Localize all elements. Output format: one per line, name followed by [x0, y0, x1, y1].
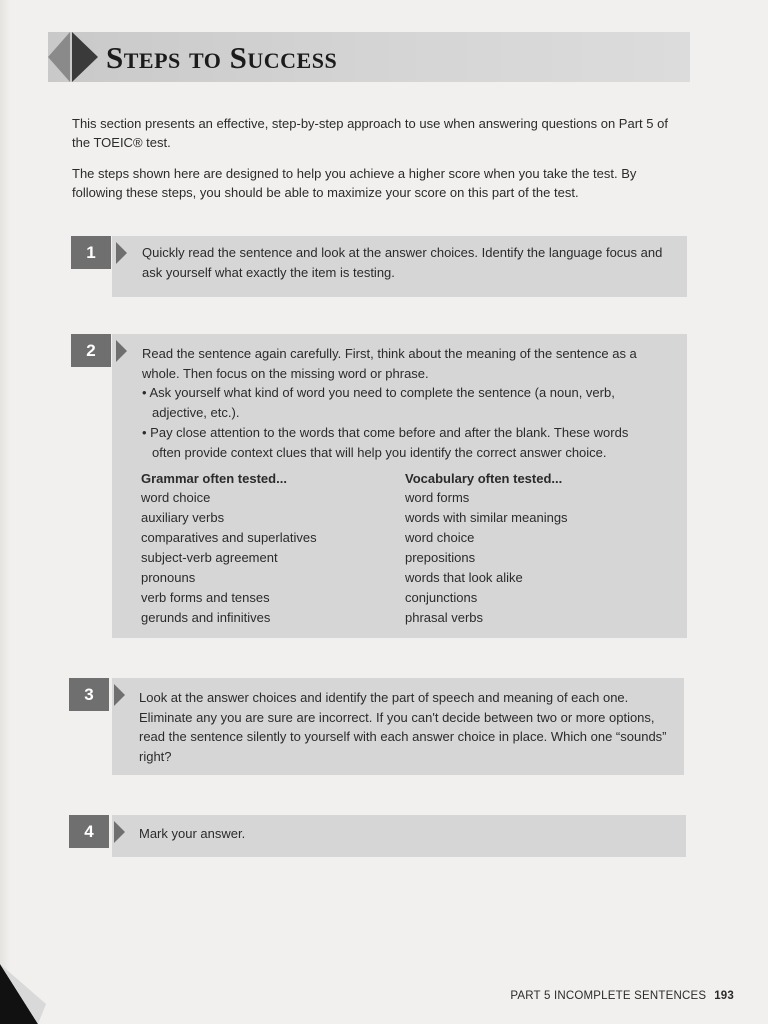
step-1-badge: 1 — [71, 236, 111, 269]
bullet-line: • Ask yourself what kind of word you need to complete the sentence (a noun, verb, — [142, 385, 615, 400]
vocabulary-item: phrasal verbs — [405, 610, 484, 625]
vocabulary-item: conjunctions — [405, 590, 478, 605]
bullet-line: • Pay close attention to the words that come before and after the blank. These words — [142, 425, 629, 440]
page-corner-fold-icon — [0, 964, 60, 1024]
grammar-heading: Grammar often tested... — [141, 471, 287, 486]
intro-paragraph-2: The steps shown here are designed to help you achieve a higher score when you take the test. By following these steps, you should be able to maximize your score on this part of the test. — [72, 166, 637, 200]
step-2-text: Read the sentence again carefully. First, think about the meaning of the sentence as a whole. Then focus on the missing word or phrase. — [142, 346, 637, 381]
grammar-item: comparatives and superlatives — [141, 530, 317, 545]
grammar-item: auxiliary verbs — [141, 510, 225, 525]
step-3-text: Look at the answer choices and identify the part of speech and meaning of each one. Eliminate any you are sure are incorrect. If you can't decide between two or more options, read the sentence silently to yourself with each answer choice in place. Which one “sounds” right? — [139, 690, 667, 764]
vocabulary-item: prepositions — [405, 550, 476, 565]
vocabulary-heading: Vocabulary often tested... — [405, 471, 563, 486]
grammar-list — [141, 488, 391, 628]
step-1-text: Quickly read the sentence and look at the answer choices. Identify the language focus and ask yourself what exactly the item is testing. — [142, 245, 663, 280]
title-arrows-icon — [48, 32, 108, 82]
grammar-item: word choice — [141, 490, 211, 505]
title-bar — [48, 32, 690, 82]
vocabulary-list — [405, 488, 665, 628]
bullet-line-continued: adjective, etc.). — [152, 404, 240, 420]
step-2-badge: 2 — [71, 334, 111, 367]
step-1-arrow-icon — [116, 242, 127, 264]
grammar-item: pronouns — [141, 570, 196, 585]
step-3-arrow-icon — [114, 684, 125, 706]
vocabulary-item: word forms — [405, 490, 470, 505]
vocabulary-item: words with similar meanings — [405, 510, 568, 525]
step-3-badge: 3 — [69, 678, 109, 711]
vocabulary-item: word choice — [405, 530, 475, 545]
grammar-item: gerunds and infinitives — [141, 610, 271, 625]
step-4-arrow-icon — [114, 821, 125, 843]
step-2-bullet-2 — [142, 423, 672, 462]
bullet-line-continued: often provide context clues that will help you identify the correct answer choice. — [152, 444, 607, 460]
step-2-bullet-1 — [142, 383, 672, 422]
page-number: 193 — [714, 990, 734, 1002]
step-4-text: Mark your answer. — [139, 826, 246, 841]
page-title: Steps to Success — [106, 40, 338, 75]
step-2-arrow-icon — [116, 340, 127, 362]
grammar-item: verb forms and tenses — [141, 590, 270, 605]
grammar-item: subject-verb agreement — [141, 550, 278, 565]
page-footer — [510, 990, 734, 1002]
step-4-badge: 4 — [69, 815, 109, 848]
vocabulary-item: words that look alike — [405, 570, 523, 585]
footer-section: PART 5 INCOMPLETE SENTENCES — [510, 990, 707, 1002]
page-edge — [0, 0, 10, 1024]
intro-paragraph-1: This section presents an effective, step-by-step approach to use when answering questions on Part 5 of the TOEIC® test. — [72, 116, 668, 150]
